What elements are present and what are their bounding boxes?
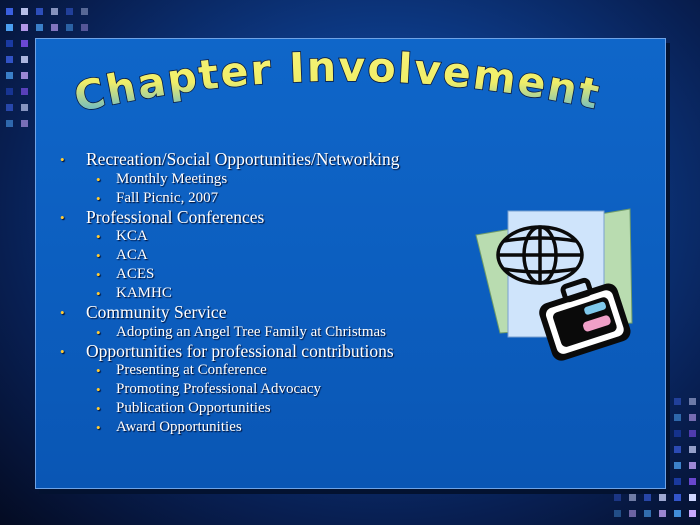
outline-subitem-text: Presenting at Conference: [116, 362, 267, 379]
travel-clipart: [470, 205, 635, 365]
bullet-icon: •: [96, 420, 101, 436]
bullet-icon: •: [96, 171, 101, 187]
decorative-square: [614, 494, 621, 501]
decorative-square: [21, 24, 28, 31]
outline-item-text: Community Service: [86, 302, 227, 323]
decorative-square: [689, 430, 696, 437]
decorative-square: [689, 414, 696, 421]
bullet-icon: •: [96, 286, 101, 302]
decorative-square: [689, 478, 696, 485]
decorative-square: [21, 8, 28, 15]
outline-subitem-text: ACA: [116, 247, 148, 264]
decorative-square: [6, 120, 13, 127]
bullet-icon: •: [96, 401, 101, 417]
bullet-icon: •: [96, 190, 101, 206]
decorative-square: [689, 446, 696, 453]
decorative-square: [614, 510, 621, 517]
bullet-icon: •: [96, 229, 101, 245]
decorative-square: [689, 510, 696, 517]
bullet-icon: •: [96, 248, 101, 264]
bullet-icon: •: [96, 382, 101, 398]
outline-subitem: [58, 284, 478, 303]
outline-subitem-text: KAMHC: [116, 285, 172, 302]
outline-item-text: Recreation/Social Opportunities/Networking: [86, 149, 400, 169]
decorative-square: [674, 430, 681, 437]
outline-subitem: [58, 246, 478, 265]
decorative-square: [66, 8, 73, 15]
outline-item: [58, 342, 478, 362]
decorative-square: [689, 398, 696, 405]
outline-subitem-text: KCA: [116, 228, 148, 245]
decorative-square: [674, 446, 681, 453]
decorative-square: [21, 56, 28, 63]
outline-item: [58, 150, 478, 170]
outline-subitem-text: Award Opportunities: [116, 419, 242, 436]
decorative-square: [6, 104, 13, 111]
outline-item-text: Opportunities for professional contributions: [86, 340, 394, 361]
decorative-square: [644, 494, 651, 501]
decorative-square: [36, 24, 43, 31]
outline-subitem: [58, 265, 478, 284]
decorative-square: [674, 478, 681, 485]
outline-subitem: [58, 418, 478, 437]
outline-item-text: Professional Conferences: [86, 206, 265, 227]
decorative-square: [659, 494, 666, 501]
decorative-square: [21, 88, 28, 95]
decorative-square: [6, 8, 13, 15]
bullet-icon: •: [96, 363, 101, 379]
decorative-square: [36, 8, 43, 15]
slide-title: [66, 46, 636, 136]
outline-subitem-text: Publication Opportunities: [116, 400, 271, 417]
decorative-square: [659, 510, 666, 517]
outline-item: [58, 208, 478, 228]
decorative-square: [81, 8, 88, 15]
decorative-square: [81, 24, 88, 31]
bullet-icon: •: [60, 305, 65, 321]
decorative-square: [6, 40, 13, 47]
decorative-square: [21, 120, 28, 127]
bullet-outline: [58, 150, 478, 437]
decorative-square: [629, 510, 636, 517]
outline-subitem-text: Promoting Professional Advocacy: [116, 381, 321, 398]
decorative-square: [21, 40, 28, 47]
decorative-square: [51, 8, 58, 15]
decorative-square: [674, 398, 681, 405]
decorative-square: [51, 24, 58, 31]
outline-subitem: [58, 323, 478, 342]
outline-subitem-text: Monthly Meetings: [116, 170, 228, 187]
decorative-square: [21, 72, 28, 79]
bullet-icon: •: [96, 267, 101, 283]
decorative-square: [66, 24, 73, 31]
decorative-square: [674, 510, 681, 517]
bullet-icon: •: [96, 324, 101, 340]
outline-subitem: [58, 380, 478, 399]
decorative-square: [674, 414, 681, 421]
bullet-icon: •: [60, 152, 65, 167]
globe-icon: [498, 227, 582, 283]
outline-subitem: [58, 227, 478, 246]
outline-subitem-text: Fall Picnic, 2007: [116, 189, 219, 206]
decorative-square: [644, 510, 651, 517]
decorative-square: [6, 72, 13, 79]
outline-subitem: [58, 399, 478, 418]
outline-subitem-text: Adopting an Angel Tree Family at Christmas: [116, 323, 386, 340]
decorative-square: [674, 494, 681, 501]
outline-subitem: [58, 170, 478, 189]
outline-subitem: [58, 189, 478, 208]
decorative-square: [689, 462, 696, 469]
decorative-square: [21, 104, 28, 111]
outline-subitem: [58, 361, 478, 380]
decorative-square: [6, 24, 13, 31]
outline-item: [58, 303, 478, 323]
bullet-icon: •: [60, 209, 65, 225]
decorative-square: [689, 494, 696, 501]
decorative-square: [629, 494, 636, 501]
svg-text:Chapter Involvement: [70, 46, 605, 122]
decorative-square: [674, 462, 681, 469]
slide-title-text: Chapter Involvement: [69, 46, 606, 122]
outline-subitem-text: ACES: [116, 266, 155, 283]
decorative-square: [6, 88, 13, 95]
bullet-icon: •: [60, 343, 65, 359]
decorative-square: [6, 56, 13, 63]
